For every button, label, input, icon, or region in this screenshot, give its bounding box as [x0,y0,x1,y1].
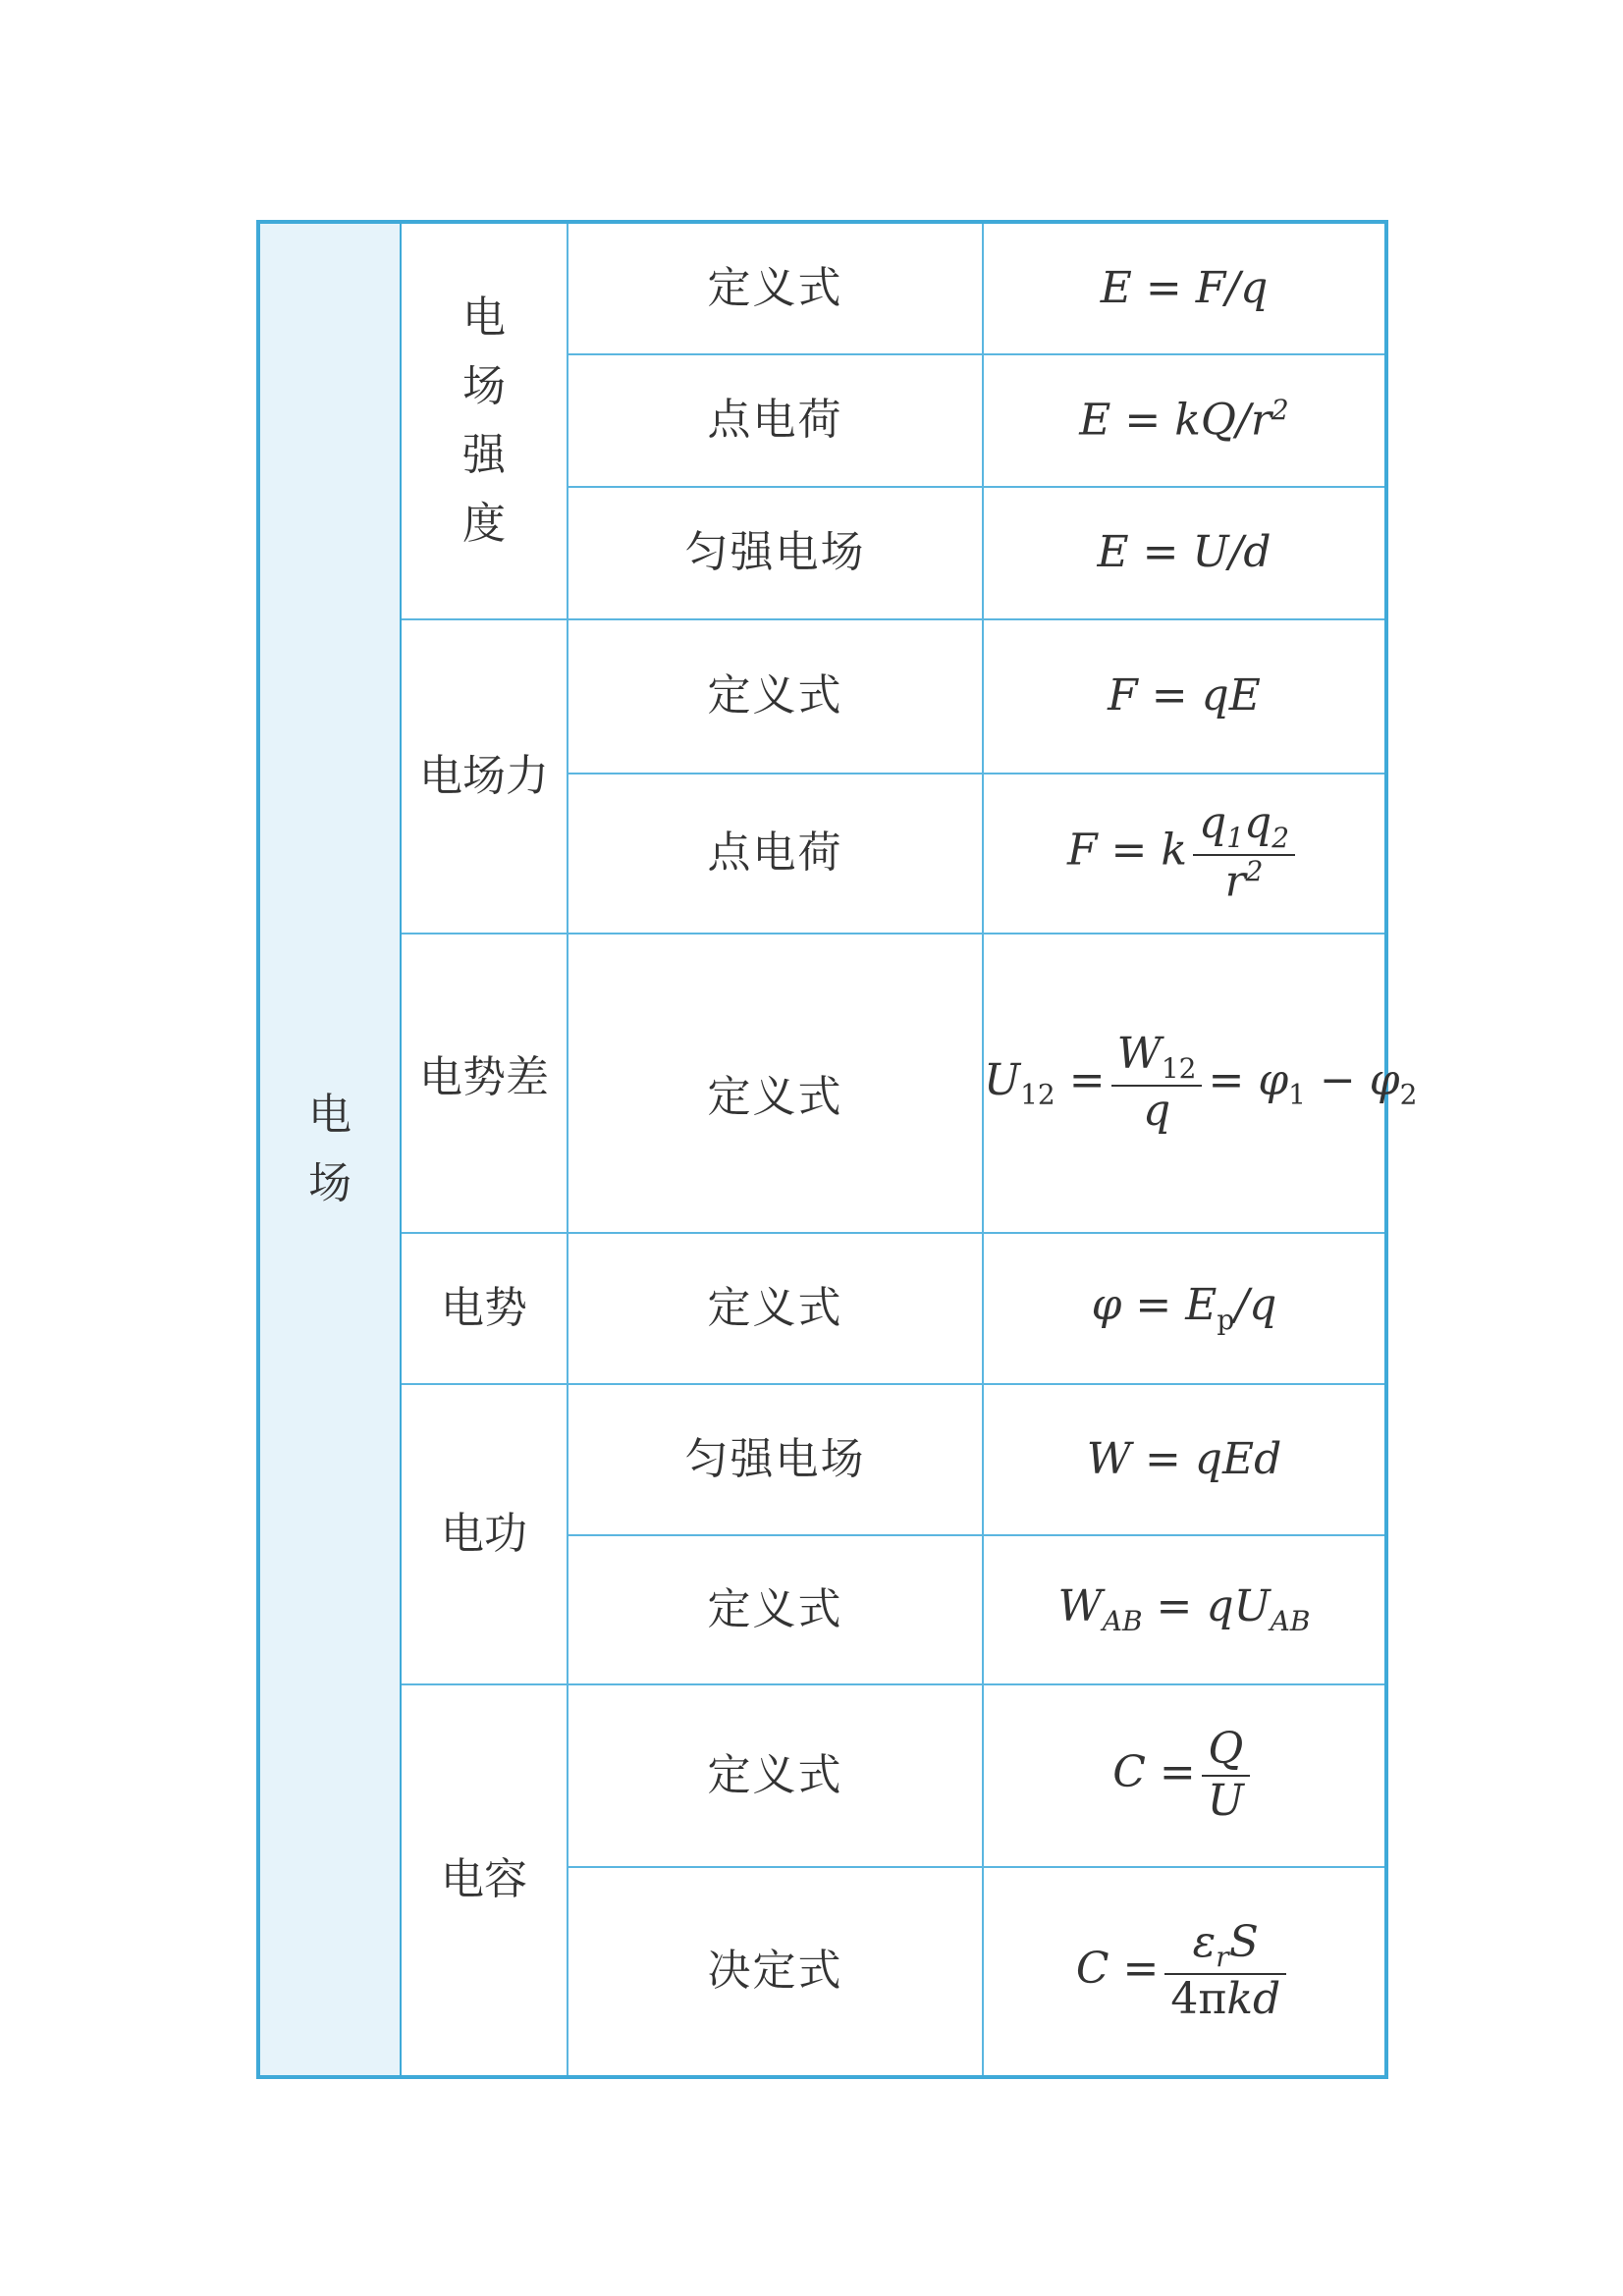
formula-type: 决定式 [568,1867,983,2077]
formula: E = F/q [983,222,1386,354]
category-field-force: 电场力 [401,619,568,934]
formula-type: 定义式 [568,619,983,774]
category-char: 强 [462,430,506,480]
formula: C = $\frac{\varepsilon_rS}{\text{4πkd}}$ [983,1867,1386,2077]
formula-type: 定义式 [568,1233,983,1384]
topic-cell [258,222,401,2077]
category-potential: 电势 [401,1233,568,1384]
formula-type: 点电荷 [568,774,983,934]
topic-char: 场 [308,1158,352,1208]
formula-type: 点电荷 [568,354,983,487]
formula: W = qEd [983,1384,1386,1535]
fraction: $\frac{Q}{U}$ [1202,1725,1250,1826]
category-capacitance: 电容 [401,1684,568,2077]
formula-type: 匀强电场 [568,487,983,619]
formula: $W_{AB} = qU_{AB}$ [983,1535,1386,1684]
category-char: 度 [462,499,506,549]
formula-type: 定义式 [568,934,983,1233]
formula: F = k $\frac{q_1q_2}{r^2}$ [983,774,1386,934]
formula: $E = kQ/r^2$ [983,354,1386,487]
category-char: 电 [462,293,506,343]
category-char: 场 [462,361,506,411]
fraction: $\frac{\varepsilon_rS}{\text{4πkd}}$ [1164,1918,1286,2025]
formula: F = qE [983,619,1386,774]
fraction: $\frac{W_{12}}{q}$ [1111,1030,1203,1137]
topic-char: 电 [308,1090,352,1140]
formula-type: 匀强电场 [568,1384,983,1535]
formula-type: 定义式 [568,1684,983,1867]
formula-type: 定义式 [568,1535,983,1684]
formula-type: 定义式 [568,222,983,354]
category-potential-difference: 电势差 [401,934,568,1233]
formula: E = U/d [983,487,1386,619]
electric-field-formula-table [256,220,1418,2079]
fraction: $\frac{q_1q_2}{r^2}$ [1193,799,1295,907]
category-field-strength [401,222,568,619]
category-work: 电功 [401,1384,568,1684]
formula: C = $\frac{Q}{U}$ [983,1684,1386,1867]
formula: $U_{12}$ = $\frac{W_{12}}{q}$ = $\varphi_1 - \varphi_2$ [983,934,1386,1233]
formula: $\varphi = E_p/q$ [983,1233,1386,1384]
